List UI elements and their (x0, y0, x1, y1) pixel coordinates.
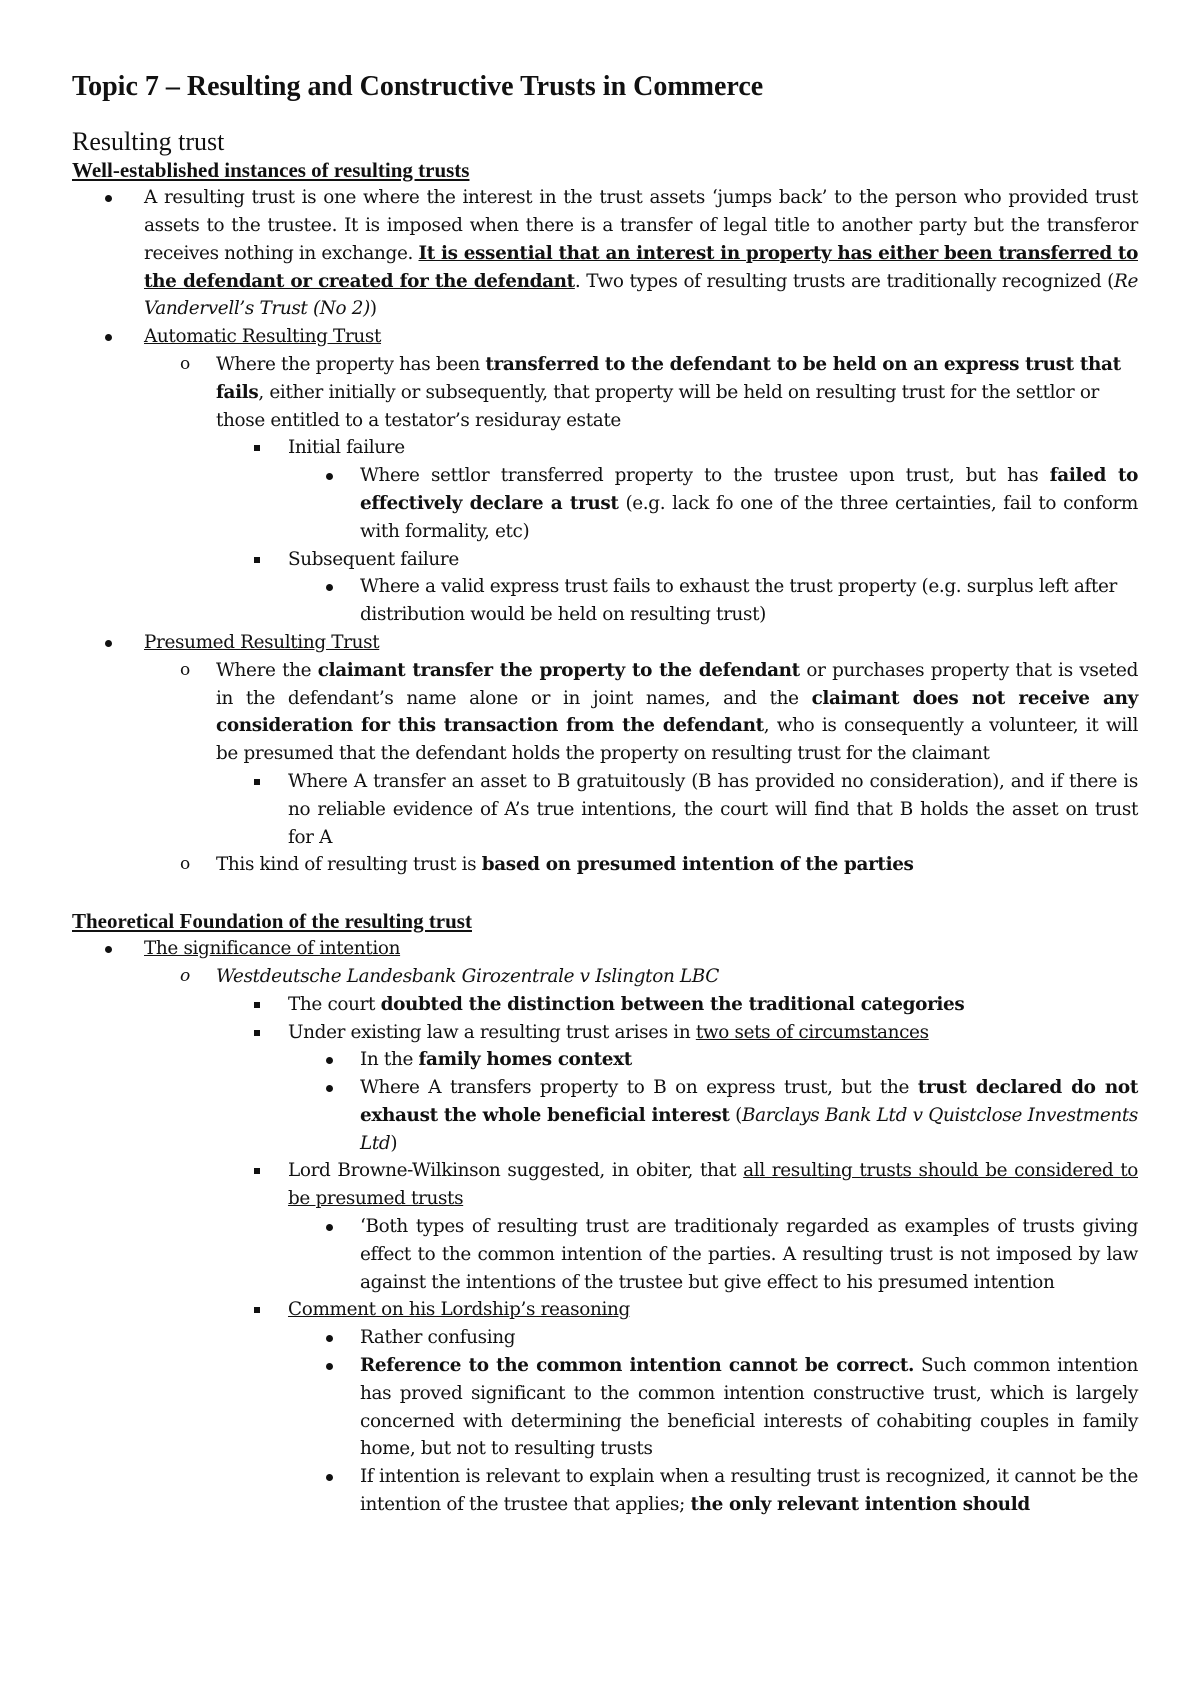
list-item: Initial failure Where settlor transferred property to the trustee upon trust, but has failed to effectively declare a trust (e.g. lack fo one of the three certainties, fail to conform with formality, etc) (216, 434, 1138, 545)
list-item: Lord Browne-Wilkinson suggested, in obiter, that all resulting trusts should be considered to be presumed trusts ‘Both types of resulting trust are traditionaly regarded as examples of trusts giving effect to the common intention of the parties. A resulting trust is not imposed by law against the intentions of the trustee but give effect to his presumed intention (216, 1157, 1138, 1296)
section1-content (72, 184, 1138, 879)
list-item: Subsequent failure Where a valid express trust fails to exhaust the trust property (e.g. surplus left after distribution would be held on resulting trust) (216, 546, 1138, 629)
list-item: ‘Both types of resulting trust are traditionaly regarded as examples of trusts giving effect to the common intention of the parties. A resulting trust is not imposed by law against the intentions of the trustee but give effect to his presumed intention (360, 1216, 1138, 1293)
list-item: Where settlor transferred property to the trustee upon trust, but has failed to effectively declare a trust (e.g. lack fo one of the three certainties, fail to conform with formality, etc) (360, 465, 1139, 542)
list-item: The significance of intention o Westdeutsche Landesbank Girozentrale v Islington LBC The court doubted the distinction between the traditional categories Under existing law a resulting trust arises in two sets of circumstances In the family homes context Where A transfers property to B on express trust, but the trust declared do not exhaust the whole beneficial interest (Barclays Bank Ltd v Quistclose Investments Ltd) Lord Browne-Wilkinson suggested, in obiter, that all resulting trusts should be considered to be presumed trusts ‘Both types of resulting trust are traditionaly regarded as examples of trusts giving effect to the common intention of the parties. A resulting trust is not imposed by law against the intentions of the trustee but give effect to his presumed intention Comment on his Lordship’s reasoning Rather confusing Reference to the common intention cannot be correct. Such common intention has proved significant to the common intention constructive trust, which is largely concerned with determining the beneficial interests of cohabiting couples in family home, but not to resulting trusts If intention is relevant to explain when a resulting trust is recognized, it cannot be the intention of the trustee that applies; the only relevant intention should (72, 935, 1138, 1519)
circle-bullet-icon: o (180, 659, 190, 680)
list-item: If intention is relevant to explain when a resulting trust is recognized, it cannot be the intention of the trustee that applies; the only relevant intention should (360, 1466, 1138, 1516)
list-item: o Where the property has been transferred to the defendant to be held on an express trust that fails, either initially or subsequently, that property will be held on resulting trust for the settlor or those entitled to a testator’s residuray estate Initial failure Where settlor transferred property to the trustee upon trust, but has failed to effectively declare a trust (e.g. lack fo one of the three certainties, fail to conform with formality, etc) Subsequent failure Where a valid express trust fails to exhaust the trust property (e.g. surplus left after distribution would be held on resulting trust) (144, 351, 1138, 629)
circle-bullet-icon: o (180, 854, 190, 875)
page-title: Topic 7 – Resulting and Constructive Trusts in Commerce (72, 71, 764, 102)
list-item: Where A transfers property to B on express trust, but the trust declared do not exhaust the whole beneficial interest (Barclays Bank Ltd v Quistclose Investments Ltd) (360, 1077, 1138, 1154)
list-item: o This kind of resulting trust is based on presumed intention of the parties (144, 851, 1138, 879)
list-item: In the family homes context (360, 1049, 632, 1071)
subheading-established-instances: Well-established instances of resulting trusts (72, 158, 470, 183)
list-item: Reference to the common intention cannot be correct. Such common intention has proved significant to the common intention constructive trust, which is largely concerned with determining the beneficial interests of cohabiting couples in family home, but not to resulting trusts (360, 1355, 1138, 1460)
section2-content (72, 935, 1138, 1519)
list-item: Under existing law a resulting trust arises in two sets of circumstances In the family homes context Where A transfers property to B on express trust, but the trust declared do not exhaust the whole beneficial interest (Barclays Bank Ltd v Quistclose Investments Ltd) (216, 1019, 1138, 1158)
list-item: Presumed Resulting Trust o Where the claimant transfer the property to the defendant or purchases property that is vseted in the defendant’s name alone or in joint names, and the claimant does not receive any consideration for this transaction from the defendant, who is consequently a volunteer, it will be presumed that the defendant holds the property on resulting trust for the claimant Where A transfer an asset to B gratuitously (B has provided no consideration), and if there is no reliable evidence of A’s true intentions, the court will find that B holds the asset on trust for A o This kind of resulting trust is based on presumed intention of the parties (72, 629, 1138, 879)
circle-bullet-icon: o (180, 965, 190, 986)
list-item: o Westdeutsche Landesbank Girozentrale v Islington LBC The court doubted the distinction between the traditional categories Under existing law a resulting trust arises in two sets of circumstances In the family homes context Where A transfers property to B on express trust, but the trust declared do not exhaust the whole beneficial interest (Barclays Bank Ltd v Quistclose Investments Ltd) Lord Browne-Wilkinson suggested, in obiter, that all resulting trusts should be considered to be presumed trusts ‘Both types of resulting trust are traditionaly regarded as examples of trusts giving effect to the common intention of the parties. A resulting trust is not imposed by law against the intentions of the trustee but give effect to his presumed intention Comment on his Lordship’s reasoning Rather confusing Reference to the common intention cannot be correct. Such common intention has proved significant to the common intention constructive trust, which is largely concerned with determining the beneficial interests of cohabiting couples in family home, but not to resulting trusts If intention is relevant to explain when a resulting trust is recognized, it cannot be the intention of the trustee that applies; the only relevant intention should (144, 963, 1138, 1519)
list-item: Where a valid express trust fails to exhaust the trust property (e.g. surplus left after distribution would be held on resulting trust) (360, 576, 1117, 626)
list-item: Comment on his Lordship’s reasoning Rather confusing Reference to the common intention cannot be correct. Such common intention has proved significant to the common intention constructive trust, which is largely concerned with determining the beneficial interests of cohabiting couples in family home, but not to resulting trusts If intention is relevant to explain when a resulting trust is recognized, it cannot be the intention of the trustee that applies; the only relevant intention should (216, 1296, 1138, 1518)
circle-bullet-icon: o (180, 353, 190, 374)
subheading-theoretical-foundation: Theoretical Foundation of the resulting trust (72, 909, 472, 934)
list-item: o Where the claimant transfer the property to the defendant or purchases property that is vseted in the defendant’s name alone or in joint names, and the claimant does not receive any consideration for this transaction from the defendant, who is consequently a volunteer, it will be presumed that the defendant holds the property on resulting trust for the claimant Where A transfer an asset to B gratuitously (B has provided no consideration), and if there is no reliable evidence of A’s true intentions, the court will find that B holds the asset on trust for A (144, 657, 1138, 852)
list-item: The court doubted the distinction between the traditional categories (288, 993, 965, 1015)
list-item: A resulting trust is one where the interest in the trust assets ‘jumps back’ to the person who provided trust assets to the trustee. It is imposed when there is a transfer of legal title to another party but the transferor receives nothing in exchange. It is essential that an interest in property has either been transferred to the defendant or created for the defendant. Two types of resulting trusts are traditionally recognized (Re Vandervell’s Trust (No 2)) (144, 187, 1138, 320)
list-item: Rather confusing (360, 1327, 516, 1349)
list-item: Automatic Resulting Trust o Where the property has been transferred to the defendant to be held on an express trust that fails, either initially or subsequently, that property will be held on resulting trust for the settlor or those entitled to a testator’s residuray estate Initial failure Where settlor transferred property to the trustee upon trust, but has failed to effectively declare a trust (e.g. lack fo one of the three certainties, fail to conform with formality, etc) Subsequent failure Where a valid express trust fails to exhaust the trust property (e.g. surplus left after distribution would be held on resulting trust) (72, 323, 1138, 629)
section-heading-resulting-trust: Resulting trust (72, 126, 225, 156)
list-item: Where A transfer an asset to B gratuitously (B has provided no consideration), and if there is no reliable evidence of A’s true intentions, the court will find that B holds the asset on trust for A (288, 770, 1138, 848)
